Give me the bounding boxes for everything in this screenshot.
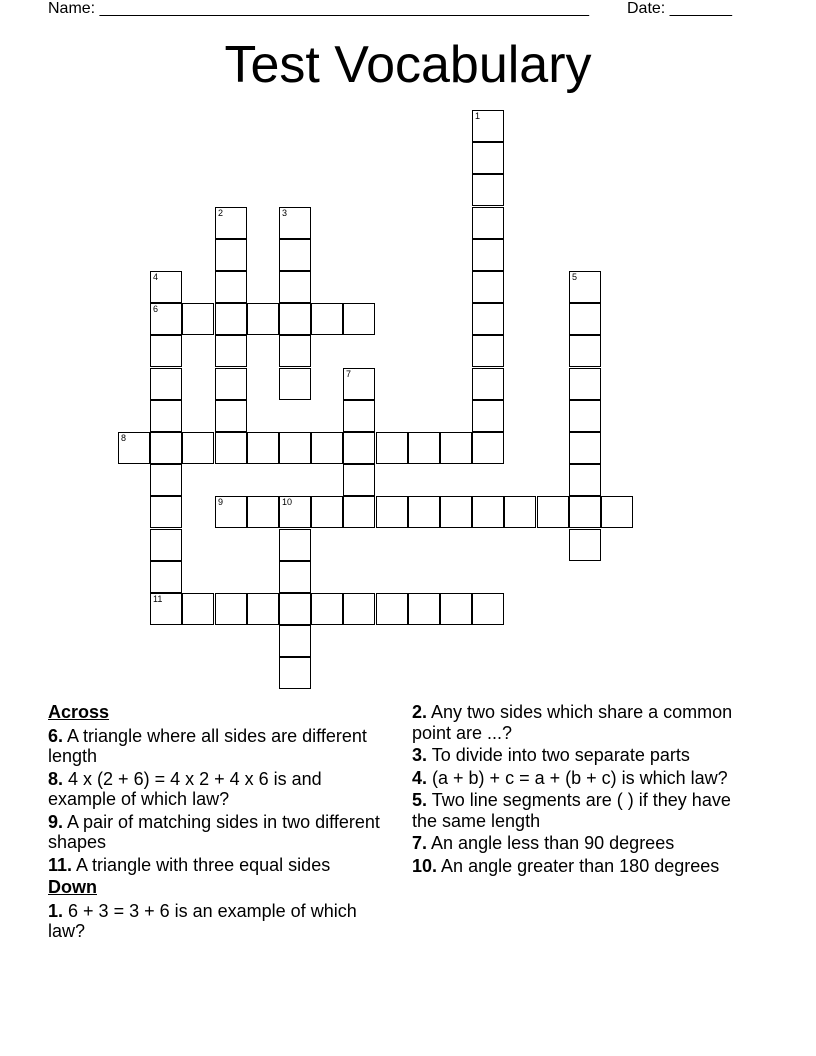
grid-cell-1[interactable] [472,110,504,142]
grid-cell[interactable] [408,593,440,625]
grid-cell-8[interactable] [118,432,150,464]
clue-number-label: 11 [153,594,163,604]
grid-cell[interactable] [569,400,601,432]
grid-cell[interactable] [569,496,601,528]
clue-number: 4. [412,767,428,788]
clue-number-label: 7 [346,369,352,379]
grid-cell[interactable] [569,335,601,367]
grid-cell[interactable] [472,593,504,625]
grid-cell[interactable] [472,432,504,464]
grid-cell[interactable] [150,561,182,593]
grid-cell-2[interactable] [215,207,247,239]
clue-number: 5. [412,790,428,810]
clue-number: 1. [48,900,64,921]
clues-column-right [412,702,752,878]
grid-cell-5[interactable] [569,271,601,303]
grid-cell[interactable] [472,496,504,528]
date-field[interactable]: Date: _______ [627,0,732,17]
grid-cell[interactable] [408,432,440,464]
grid-cell[interactable] [569,303,601,335]
grid-cell[interactable] [215,400,247,432]
grid-cell[interactable] [537,496,569,528]
clue-text: An angle less than 90 degrees [431,833,675,853]
clue-number: 9. [48,811,64,832]
grid-cell[interactable] [279,593,311,625]
clue-text: 6 + 3 = 3 + 6 is an example of which law? [48,900,357,941]
grid-cell-9[interactable] [215,496,247,528]
grid-cell[interactable] [279,368,311,400]
grid-cell[interactable] [279,335,311,367]
grid-cell[interactable] [376,432,408,464]
clues-column-left [48,702,388,944]
clue-text: An angle greater than 180 degrees [441,855,720,876]
clue-number-label: 3 [282,208,288,218]
grid-cell-6[interactable] [150,303,182,335]
grid-cell[interactable] [279,625,311,657]
grid-cell[interactable] [247,496,279,528]
name-field[interactable]: Name: _______________________________________________________ [48,0,589,17]
clue-down-3 [412,745,752,766]
grid-cell[interactable] [150,432,182,464]
grid-cell[interactable] [215,432,247,464]
grid-cell-3[interactable] [279,207,311,239]
grid-cell[interactable] [150,464,182,496]
grid-cell[interactable] [311,432,343,464]
grid-cell[interactable] [215,335,247,367]
grid-cell-4[interactable] [150,271,182,303]
clue-number-label: 9 [218,497,224,507]
clue-text: (a + b) + c = a + (b + c) is which law? [432,767,728,788]
clue-number: 10. [412,855,438,876]
clue-number-label: 5 [572,272,578,282]
grid-cell[interactable] [247,593,279,625]
across-heading: Across [48,702,110,722]
grid-cell[interactable] [472,271,504,303]
grid-cell[interactable] [408,496,440,528]
clue-down-2 [412,702,752,743]
clue-number-label: 2 [218,208,224,218]
grid-cell[interactable] [440,432,472,464]
clue-text: To divide into two separate parts [431,745,690,765]
grid-cell[interactable] [343,432,375,464]
grid-cell[interactable] [343,303,375,335]
grid-cell[interactable] [472,335,504,367]
grid-cell[interactable] [182,303,214,335]
grid-cell[interactable] [150,400,182,432]
grid-cell[interactable] [343,496,375,528]
grid-cell[interactable] [150,368,182,400]
grid-cell-11[interactable] [150,593,182,625]
clue-across-11 [48,855,388,876]
grid-cell[interactable] [376,593,408,625]
grid-cell[interactable] [247,303,279,335]
clue-down-4 [412,768,752,789]
page-title: Test Vocabulary [224,36,592,94]
clue-number: 7. [412,833,428,853]
down-heading: Down [48,877,97,897]
grid-cell[interactable] [601,496,633,528]
clue-across-8 [48,769,388,810]
clue-number: 8. [48,768,64,789]
clue-across-6 [48,726,388,767]
clue-number: 11. [48,854,73,875]
clue-text: 4 x (2 + 6) = 4 x 2 + 4 x 6 is and example of which law? [48,768,322,809]
clue-number: 6. [48,725,64,746]
clue-number-label: 4 [153,272,159,282]
clue-text: A pair of matching sides in two different shapes [48,811,380,852]
clue-number: 3. [412,745,428,765]
grid-cell[interactable] [472,303,504,335]
grid-cell[interactable] [150,529,182,561]
grid-cell[interactable] [279,271,311,303]
grid-cell[interactable] [279,239,311,271]
grid-cell[interactable] [504,496,536,528]
grid-cell[interactable] [343,400,375,432]
clue-number: 2. [412,702,428,722]
grid-cell[interactable] [569,464,601,496]
clue-number-label: 1 [475,111,481,121]
grid-cell[interactable] [215,271,247,303]
clue-text: Two line segments are ( ) if they have the same length [412,790,731,831]
clue-down-7 [412,833,752,854]
grid-cell[interactable] [569,529,601,561]
grid-cell[interactable] [279,303,311,335]
clue-number-label: 10 [282,497,293,507]
grid-cell[interactable] [311,496,343,528]
grid-cell-10[interactable] [279,496,311,528]
grid-cell[interactable] [440,593,472,625]
clue-text: A triangle where all sides are different length [48,725,367,766]
clue-text: A triangle with three equal sides [76,854,331,875]
grid-cell[interactable] [472,368,504,400]
grid-cell[interactable] [311,303,343,335]
clue-down-10 [412,856,752,877]
grid-cell[interactable] [472,207,504,239]
clue-number-label: 6 [153,304,159,314]
grid-cell[interactable] [150,335,182,367]
grid-cell[interactable] [182,593,214,625]
clue-number-label: 8 [121,433,127,443]
grid-cell[interactable] [472,239,504,271]
grid-cell[interactable] [215,239,247,271]
grid-cell[interactable] [472,400,504,432]
grid-cell[interactable] [569,368,601,400]
clue-across-9 [48,812,388,853]
grid-cell[interactable] [150,496,182,528]
grid-cell[interactable] [343,464,375,496]
grid-cell[interactable] [215,593,247,625]
grid-cell[interactable] [569,432,601,464]
grid-cell[interactable] [311,593,343,625]
clue-text: Any two sides which share a common point are ...? [412,702,733,743]
grid-cell[interactable] [279,529,311,561]
grid-cell[interactable] [440,496,472,528]
grid-cell[interactable] [247,432,279,464]
grid-cell[interactable] [215,303,247,335]
grid-cell[interactable] [343,593,375,625]
grid-cell[interactable] [182,432,214,464]
grid-cell[interactable] [215,368,247,400]
grid-cell-7[interactable] [343,368,375,400]
grid-cell[interactable] [279,657,311,689]
grid-cell[interactable] [472,142,504,174]
grid-cell[interactable] [472,174,504,206]
grid-cell[interactable] [376,496,408,528]
grid-cell[interactable] [279,561,311,593]
clue-down-5 [412,790,752,831]
grid-cell[interactable] [279,432,311,464]
clue-down-1 [48,901,388,942]
